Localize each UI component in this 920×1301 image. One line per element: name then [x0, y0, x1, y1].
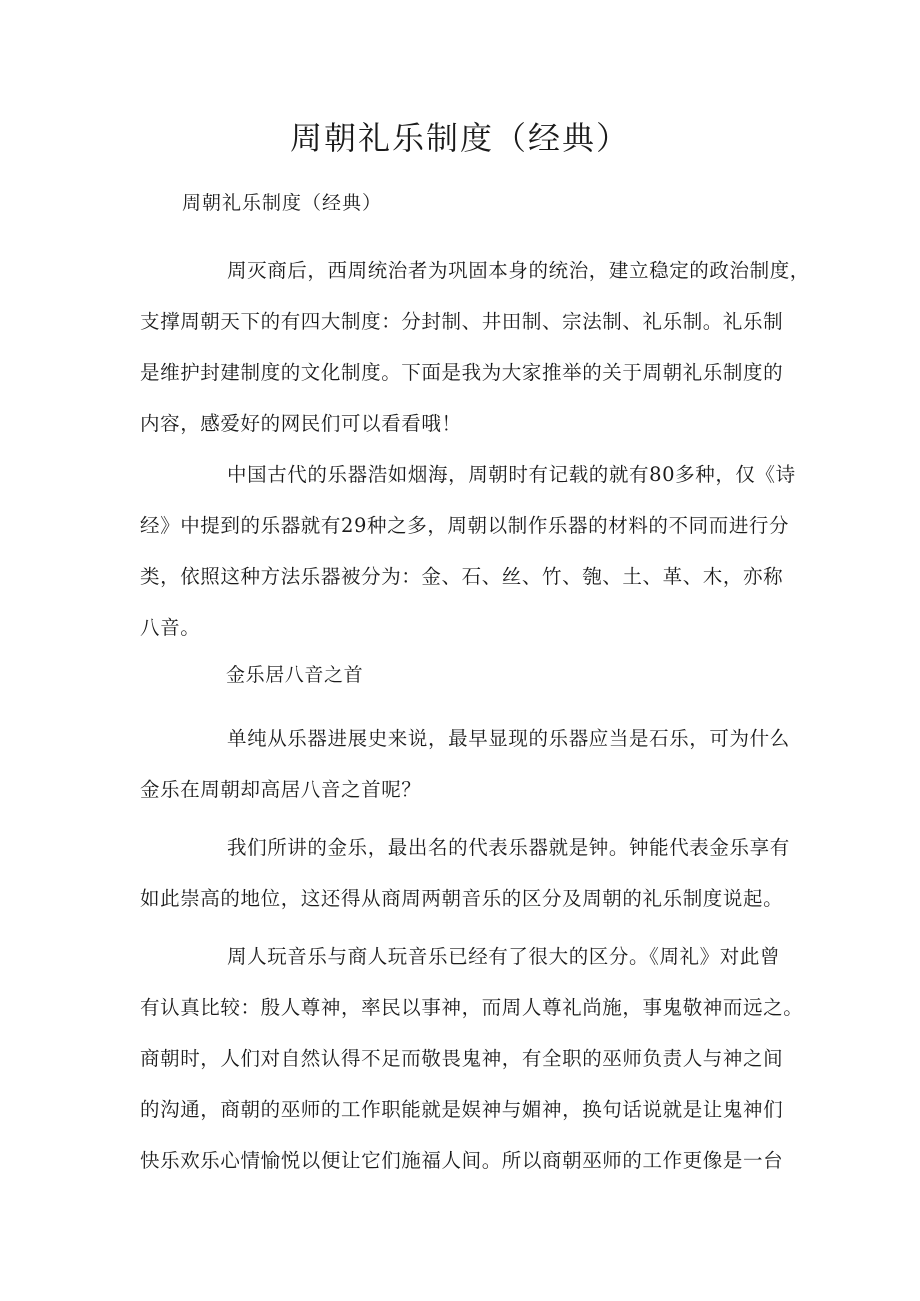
document-subtitle: 周朝礼乐制度（经典）: [182, 192, 383, 214]
paragraph-line: 金乐在周朝却高居八音之首呢？: [140, 778, 422, 801]
paragraph-line: 经》中提到的乐器就有29种之多，周朝以制作乐器的材料的不同而进行分: [140, 514, 790, 537]
paragraph-line: 八音。: [140, 616, 201, 639]
paragraph-line: 中国古代的乐器浩如烟海，周朝时有记载的就有80多种，仅《诗: [227, 463, 796, 486]
paragraph-line: 类，依照这种方法乐器被分为：金、石、丝、竹、匏、土、革、木，亦称: [140, 565, 784, 588]
document-title: 周朝礼乐制度（经典）: [289, 119, 630, 157]
paragraph-line: 周人玩音乐与商人玩音乐已经有了很大的区分。《周礼》对此曾: [227, 945, 781, 968]
paragraph-line: 我们所讲的金乐，最出名的代表乐器就是钟。钟能代表金乐享有: [227, 836, 790, 859]
paragraph-line: 支撑周朝天下的有四大制度：分封制、井田制、宗法制、礼乐制。礼乐制: [140, 310, 784, 333]
paragraph-line: 商朝时，人们对自然认得不足而敬畏鬼神，有全职的巫师负责人与神之间: [140, 1047, 784, 1070]
paragraph-line: 是维护封建制度的文化制度。下面是我为大家推举的关于周朝礼乐制度的: [140, 361, 784, 384]
paragraph-shang-zhou: [140, 931, 804, 1186]
paragraph-line: 内容，感爱好的网民们可以看看哦！: [140, 412, 462, 435]
paragraph-line: 周灭商后，西周统治者为巩固本身的统治，建立稳定的政治制度，: [227, 259, 810, 282]
paragraph-intro: [140, 245, 810, 449]
paragraph-line: 有认真比较：殷人尊神，率民以事神，而周人尊礼尚施，事鬼敬神而远之。: [140, 996, 804, 1019]
section-heading: 金乐居八音之首: [226, 664, 364, 686]
paragraph-line: 单纯从乐器进展史来说，最早显现的乐器应当是石乐，可为什么: [227, 727, 790, 750]
paragraph-line: 快乐欢乐心情愉悦以便让它们施福人间。所以商朝巫师的工作更像是一台: [140, 1149, 784, 1172]
paragraph-bell: [140, 822, 800, 924]
paragraph-line: 的沟通，商朝的巫师的工作职能就是娱神与媚神，换句话说就是让鬼神们: [140, 1098, 784, 1121]
paragraph-line: 如此崇高的地位，这还得从商周两朝音乐的区分及周朝的礼乐制度说起。: [140, 887, 784, 910]
paragraph-stone-music: [140, 713, 800, 815]
paragraph-instruments: [140, 449, 800, 653]
